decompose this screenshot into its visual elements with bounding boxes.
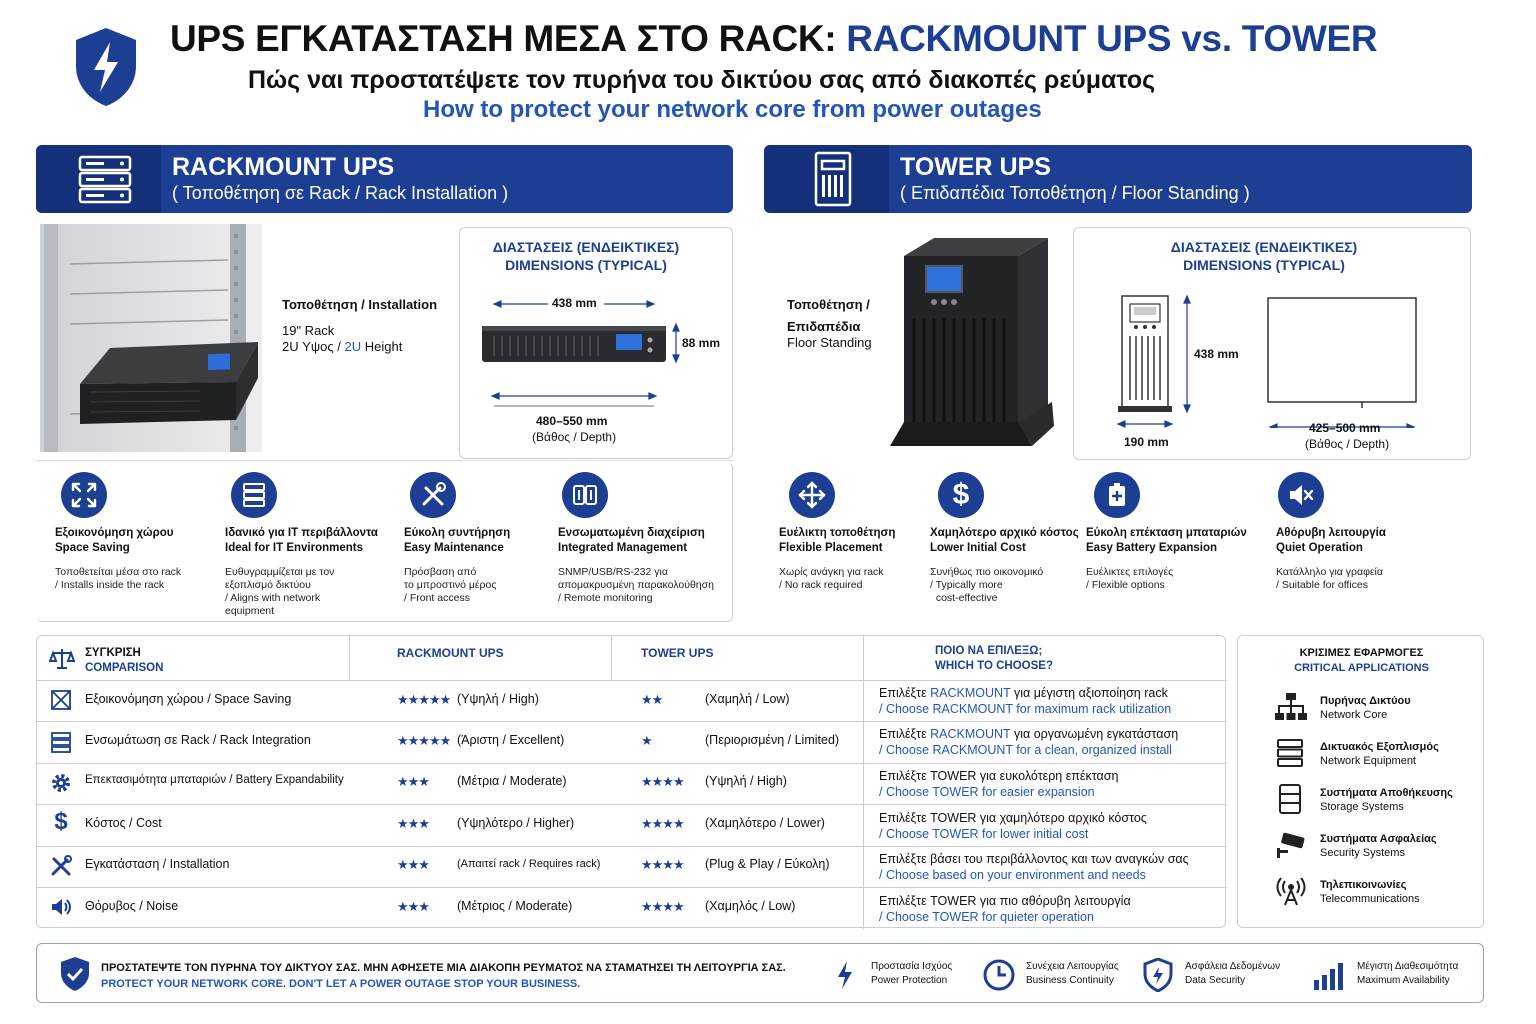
clock-icon — [982, 958, 1016, 992]
tower-rating-text: (Υψηλή / High) — [705, 774, 787, 788]
rack-rating-stars: ★★★ — [397, 774, 429, 789]
rack-feature-it-environments: Ιδανικό για IT περιβάλλοντα Ideal for IT Environments Ευθυγραμμίζεται με τον εξοπλισμό δικτύου / Aligns with network equipment — [225, 472, 395, 618]
tower-feature-battery-expansion: Εύκολη επέκταση μπαταριών Easy Battery Expansion Ευέλικτες επιλογές / Flexible options — [1086, 472, 1256, 592]
dollar-icon: $ — [938, 472, 984, 518]
column-tower: TOWER UPS — [641, 646, 714, 660]
dollar-icon: $ — [54, 808, 68, 835]
rack-depth-value: 480–550 mm — [536, 414, 608, 428]
bars-icon — [1313, 962, 1345, 990]
speaker-icon — [49, 895, 73, 919]
comparison-table — [36, 635, 1226, 928]
choose-recommendation: Επιλέξτε TOWER για χαμηλότερο αρχικό κόστος / Choose TOWER for lower initial cost — [879, 811, 1147, 841]
rack-rating-text: (Υψηλή / High) — [457, 692, 539, 706]
tower-rating-stars: ★★★★ — [641, 857, 684, 872]
scale-icon — [49, 646, 75, 672]
tools-icon — [410, 472, 456, 518]
tower-rating-stars: ★★★★ — [641, 899, 684, 914]
rackmount-title: RACKMOUNT UPS — [172, 153, 395, 181]
shield-check-icon — [59, 956, 91, 992]
gear-icon — [49, 771, 73, 795]
rack-rating-stars: ★★★★★ — [397, 692, 451, 707]
tower-width-value: 190 mm — [1124, 435, 1169, 449]
rack-feature-easy-maintenance: Εύκολη συντήρηση Easy Maintenance Πρόσβαση από το μπροστινό μέρος / Front access — [404, 472, 574, 605]
tower-install-english: Floor Standing — [787, 335, 872, 350]
rack-depth-label: (Βάθος / Depth) — [532, 430, 617, 444]
rack-rating-text: (Μέτρια / Moderate) — [457, 774, 567, 788]
rack-feature-integrated-management: Ενσωματωμένη διαχείριση Integrated Management SNMP/USB/RS-232 για απομακρυσμένη παρακολούθηση / Remote monitoring — [558, 472, 733, 605]
table-row-label: Κόστος / Cost — [85, 816, 162, 830]
rack-icon — [49, 730, 73, 754]
network-core-icon — [1274, 692, 1308, 722]
tower-depth-value: 425–500 mm — [1309, 421, 1381, 435]
antenna-icon — [1274, 876, 1308, 906]
choose-recommendation: Επιλέξτε TOWER για ευκολότερη επέκταση / Choose TOWER for easier expansion — [879, 769, 1119, 799]
choose-recommendation: Επιλέξτε RACKMOUNT για μέγιστη αξιοποίηση rack / Choose RACKMOUNT for maximum rack utilization — [879, 686, 1172, 716]
column-rackmount: RACKMOUNT UPS — [397, 646, 504, 660]
tower-rating-stars: ★★★★ — [641, 774, 684, 789]
tower-ups-icon — [764, 145, 889, 213]
battery-plus-icon — [1094, 472, 1140, 518]
tower-subtitle: ( Επιδαπέδια Τοποθέτηση / Floor Standing ) — [900, 183, 1250, 203]
tower-install-greek: Επιδαπέδια — [787, 319, 861, 334]
tower-title: TOWER UPS — [900, 153, 1051, 181]
tower-rating-stars: ★ — [641, 733, 652, 748]
management-icon — [562, 472, 608, 518]
camera-icon — [1274, 830, 1308, 860]
tower-depth-label: (Βάθος / Depth) — [1305, 437, 1390, 451]
move-arrows-icon — [789, 472, 835, 518]
rack-rating-stars: ★★★ — [397, 816, 429, 831]
tower-feature-quiet-operation: Αθόρυβη λειτουργία Quiet Operation Κατάλληλο για γραφεία / Suitable for offices — [1276, 472, 1446, 592]
rack-rating-text: (Υψηλότερο / Higher) — [457, 816, 575, 830]
tower-ups-illustration — [884, 226, 1056, 452]
storage-icon — [1274, 784, 1308, 814]
choose-recommendation: Επιλέξτε βάσει του περιβάλλοντος και των αναγκών σας / Choose based on your environment and needs — [879, 852, 1189, 882]
tower-rating-stars: ★★ — [641, 692, 663, 707]
expand-arrows-icon — [61, 472, 107, 518]
tower-feature-flexible-placement: Ευέλικτη τοποθέτηση Flexible Placement Χωρίς ανάγκη για rack / No rack required — [779, 472, 949, 592]
rack-rating-text: (Άριστη / Excellent) — [457, 733, 565, 747]
table-row-label: Εγκατάσταση / Installation — [85, 857, 230, 871]
rack-width-value: 438 mm — [552, 296, 597, 310]
footer-banner: ΠΡΟΣΤΑΤΕΨΤΕ ΤΟΝ ΠΥΡΗΝΑ ΤΟΥ ΔΙΚΤΥΟΥ ΣΑΣ. ΜΗΝ ΑΦΗΣΕΤΕ ΜΙΑ ΔΙΑΚΟΠΗ ΡΕΥΜΑΤΟΣ ΝΑ ΣΤΑΜΑΤΗΣΕΙ ΤΗ ΛΕΙΤΟΥΡΓΙΑ ΣΑΣ. PROTECT YOUR NETWORK CORE. DON'T LET A POWER OUTAGE STOP YOUR BUSINESS. Προστασία Ισχύος Power Protection Συνέχεια Λειτουργίας Business Continuity Ασφάλεια Δεδομένων Data Security Μέγιστη Διαθεσιμότητα Maximum Availability — [36, 943, 1484, 1003]
critical-applications-title: ΚΡΙΣΙΜΕΣ ΕΦΑΡΜΟΓΕΣ CRITICAL APPLICATIONS — [1294, 647, 1429, 674]
table-row-label: Επεκτασιμότητα μπαταριών / Battery Expandability — [85, 774, 344, 786]
tower-ups-dimension-drawing — [1112, 288, 1418, 428]
rack-installation-illustration — [40, 224, 262, 452]
network-equipment-icon — [1274, 738, 1308, 768]
shield-icon — [1143, 958, 1173, 992]
table-row-label: Ενσωμάτωση σε Rack / Rack Integration — [85, 733, 311, 747]
tower-install-label: Τοποθέτηση / — [787, 297, 870, 312]
column-which-to-choose: ΠΟΙΟ ΝΑ ΕΠΙΛΕΞΩ; WHICH TO CHOOSE? — [935, 645, 1053, 672]
tower-feature-lower-cost: $ Χαμηλότερο αρχικό κόστος Lower Initial Cost Συνήθως πιο οικονομικό / Typically more cost-effective — [930, 472, 1100, 605]
rack-rating-stars: ★★★ — [397, 899, 429, 914]
rack-height-value: 88 mm — [682, 336, 721, 350]
tower-banner — [764, 145, 1472, 213]
rack-rating-text: (Μέτριος / Moderate) — [457, 899, 573, 913]
rackmount-banner — [36, 145, 733, 213]
rack-divider — [36, 460, 733, 461]
mute-speaker-icon — [1278, 472, 1324, 518]
tools-icon — [49, 854, 73, 878]
rack-server-icon — [36, 145, 161, 213]
footer-message: ΠΡΟΣΤΑΤΕΨΤΕ ΤΟΝ ΠΥΡΗΝΑ ΤΟΥ ΔΙΚΤΥΟΥ ΣΑΣ. ΜΗΝ ΑΦΗΣΕΤΕ ΜΙΑ ΔΙΑΚΟΠΗ ΡΕΥΜΑΤΟΣ ΝΑ ΣΤΑΜΑΤΗΣΕΙ ΤΗ ΛΕΙΤΟΥΡΓΙΑ ΣΑΣ. PROTECT YOUR NETWORK CORE. DON'T LET A POWER OUTAGE STOP YOUR BUSINESS. — [101, 962, 786, 990]
table-row-label: Θόρυβος / Noise — [85, 899, 179, 913]
critical-applications-panel: ΚΡΙΣΙΜΕΣ ΕΦΑΡΜΟΓΕΣ CRITICAL APPLICATIONS Πυρήνας Δικτύου Network Core Δικτυακός Εξοπλισμός Network Equipment Συστήματα Αποθήκευσης Storage Systems Συστήματα Ασφαλείας Security Systems Τηλεπικοινωνίες Telecommunications — [1237, 635, 1484, 928]
choose-recommendation: Επιλέξτε TOWER για πιο αθόρυβη λειτουργία / Choose TOWER for quieter operation — [879, 894, 1131, 924]
table-row-label: Εξοικονόμηση χώρου / Space Saving — [85, 692, 292, 706]
shield-bolt-logo-icon — [72, 26, 140, 108]
page-title: UPS ΕΓΚΑΤΑΣΤΑΣΗ ΜΕΣΑ ΣΤΟ RACK: RACKMOUNT UPS vs. TOWER — [170, 18, 1378, 59]
subtitle-english: How to protect your network core from power outages — [423, 96, 1042, 123]
tower-rating-text: (Χαμηλότερο / Lower) — [705, 816, 825, 830]
bolt-icon — [835, 960, 855, 990]
tower-rating-text: (Plug & Play / Εύκολη) — [705, 857, 830, 871]
tower-rating-text: (Χαμηλή / Low) — [705, 692, 790, 706]
rack-install-label: Τοποθέτηση / Installation — [282, 297, 438, 312]
rack-height-label: 2U Υψος / 2U Height — [282, 339, 403, 354]
choose-recommendation: Επιλέξτε RACKMOUNT για οργανωμένη εγκατάσταση / Choose RACKMOUNT for a clean, organized install — [879, 727, 1179, 757]
rack-size-label: 19" Rack — [282, 323, 335, 338]
rack-rating-stars: ★★★★★ — [397, 733, 451, 748]
tower-rating-text: (Χαμηλός / Low) — [705, 899, 796, 913]
rackmount-subtitle: ( Τοποθέτηση σε Rack / Rack Installation ) — [172, 183, 509, 203]
tower-rating-text: (Περιορισμένη / Limited) — [705, 733, 840, 747]
rack-rating-text: (Απαιτεί rack / Requires rack) — [457, 858, 601, 870]
comparison-header: ΣΥΓΚΡΙΣΗ COMPARISON — [85, 647, 164, 674]
tower-dimensions-title: ΔΙΑΣΤΑΣΕΙΣ (ΕΝΔΕΙΚΤΙΚΕΣ) DIMENSIONS (TYPICAL) — [1170, 239, 1358, 273]
subtitle-greek: Πώς ναι προστατέψετε τον πυρήνα του δικτύου σας από διακοπές ρεύματος — [248, 66, 1156, 94]
tower-height-value: 438 mm — [1194, 347, 1239, 361]
tower-rating-stars: ★★★★ — [641, 816, 684, 831]
server-stack-icon — [231, 472, 277, 518]
rack-dimensions-title: ΔΙΑΣΤΑΣΕΙΣ (ΕΝΔΕΙΚΤΙΚΕΣ) DIMENSIONS (TYPICAL) — [492, 239, 680, 273]
rack-rating-stars: ★★★ — [397, 857, 429, 872]
rack-feature-space-saving: Εξοικονόμηση χώρου Space Saving Τοποθετείται μέσα στο rack / Installs inside the rack — [55, 472, 225, 592]
space-icon — [49, 688, 73, 712]
